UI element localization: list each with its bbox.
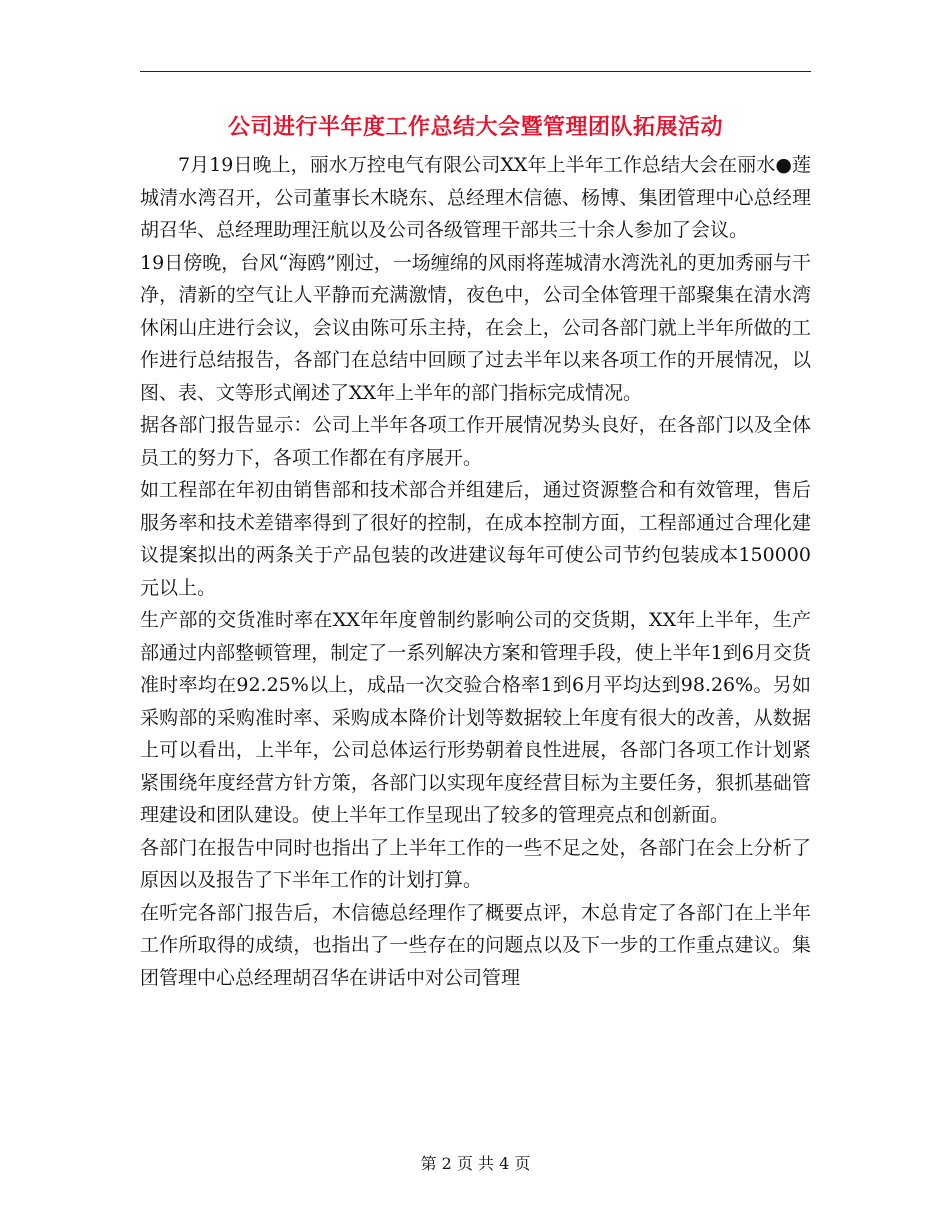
- paragraph: 据各部门报告显示：公司上半年各项工作开展情况势头良好，在各部门以及全体员工的努力下，各项工作都在有序展开。: [140, 414, 811, 469]
- paragraph: 生产部的交货准时率在XX年年度曾制约影响公司的交货期，XX年上半年，生产部通过内部整顿管理，制定了一系列解决方案和管理手段，使上半年1到6月交货准时率均在92.25%以上，成品一次交验合格率1到6月平均达到98.26%。另如采购部的采购准时率、采购成本降价计划等数据较上年度有很大的改善，从数据上可以看出，上半年，公司总体运行形势朝着良性进展，各部门各项工作计划紧紧围绕年度经营方针方策，各部门以实现年度经营目标为主要任务，狠抓基础管理建设和团队建设。使上半年工作呈现出了较多的管理亮点和创新面。: [140, 609, 811, 826]
- header-rule: [140, 71, 811, 72]
- paragraph: 19日傍晚，台风“海鸥”刚过，一场缠绵的风雨将莲城清水湾洗礼的更加秀丽与干净，清新的空气让人平静而充满激情，夜色中，公司全体管理干部聚集在清水湾休闲山庄进行会议，会议由陈可乐主持，在会上，公司各部门就上半年所做的工作进行总结报告，各部门在总结中回顾了过去半年以来各项工作的开展情况，以图、表、文等形式阐述了XX年上半年的部门指标完成情况。: [140, 251, 811, 404]
- paragraph: 在听完各部门报告后，木信德总经理作了概要点评，木总肯定了各部门在上半年工作所取得的成绩，也指出了一些存在的问题点以及下一步的工作重点建议。集团管理中心总经理胡召华在讲话中对公司管理: [140, 901, 811, 989]
- paragraph: 如工程部在年初由销售部和技术部合并组建后，通过资源整合和有效管理，售后服务率和技术差错率得到了很好的控制，在成本控制方面，工程部通过合理化建议提案拟出的两条关于产品包装的改进建议每年可使公司节约包装成本150000元以上。: [140, 479, 811, 599]
- paragraph: 7月19日晚上，丽水万控电气有限公司XX年上半年工作总结大会在丽水●莲城清水湾召开，公司董事长木晓东、总经理木信德、杨博、集团管理中心总经理胡召华、总经理助理汪航以及公司各级管理干部共三十余人参加了会议。: [140, 154, 811, 241]
- page-number: 第 2 页 共 4 页: [420, 1154, 531, 1173]
- paragraph: 各部门在报告中同时也指出了上半年工作的一些不足之处，各部门在会上分析了原因以及报告了下半年工作的计划打算。: [140, 836, 811, 891]
- document-title: 公司进行半年度工作总结大会暨管理团队拓展活动: [227, 114, 723, 140]
- document-body: [140, 149, 811, 994]
